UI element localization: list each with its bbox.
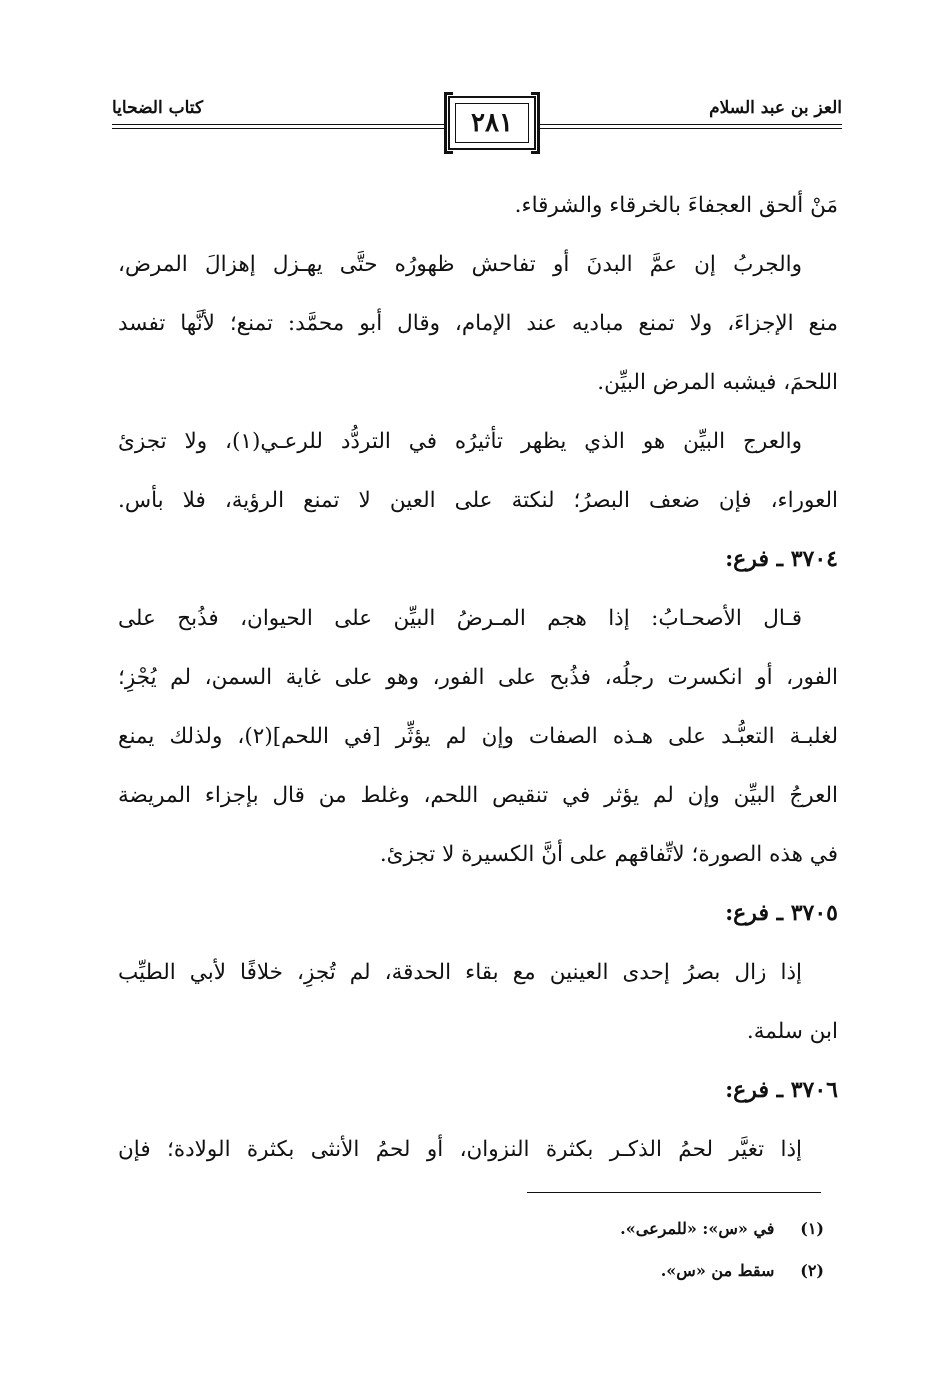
text-line: في هذه الصورة؛ لاتِّفاقهم على أنَّ الكسيرة لا تجزئ. [379, 842, 838, 867]
main-text [118, 176, 838, 1179]
footnote-separator [527, 1192, 821, 1193]
text-line: اللحمَ، فيشبه المرض البيِّن. [597, 370, 838, 395]
footnote-text: سقط من «س». [660, 1261, 775, 1280]
text-line: قـال الأصحـابُ: إذا هجم المـرضُ البيِّن على الحيوان، فذُبح على [118, 606, 802, 631]
text-line: الفور، أو انكسرت رجلُه، فذُبح على الفور، وهو على غاية السمن، لم يُجْزِ؛ [118, 665, 838, 690]
footnote-mark: (١) [800, 1219, 824, 1238]
footnote [324, 1250, 824, 1292]
text-line: إذا تغيَّر لحمُ الذكـر بكثرة النزوان، أو لحمُ الأنثى بكثرة الولادة؛ فإن [118, 1137, 802, 1162]
text-line: العوراء، فإن ضعف البصرُ؛ لنكتة على العين لا تمنع الرؤية، فلا بأس. [118, 488, 838, 513]
text-line: مَنْ ألحق العجفاءَ بالخرقاء والشرقاء. [514, 193, 838, 218]
section-heading: ٣٧٠٥ ـ فرع: [725, 900, 838, 926]
footnote-mark: (٢) [800, 1261, 824, 1280]
running-header [112, 92, 842, 162]
section-heading: ٣٧٠٤ ـ فرع: [725, 546, 838, 572]
section-heading: ٣٧٠٦ ـ فرع: [725, 1077, 838, 1103]
header-author: العز بن عبد السلام [701, 98, 842, 118]
text-line: والجربُ إن عمَّ البدنَ أو تفاحش ظهورُه حتَّى يهـزل إهزالَ المرض، [118, 252, 802, 277]
page-number-frame [444, 92, 540, 154]
text-line: إذا زال بصرُ إحدى العينين مع بقاء الحدقة، لم تُجزِ، خلافًا لأبي الطيِّب [118, 960, 802, 985]
header-book-title: كتاب الضحايا [112, 98, 211, 118]
page-number: ٢٨١ [471, 108, 513, 138]
text-line: العرجُ البيِّن وإن لم يؤثر في تنقيص اللحم، وغلط من قال بإجزاء المريضة [118, 783, 838, 808]
text-line: لغلبـة التعبُّـد على هـذه الصفات وإن لم يؤثِّر [في اللحم](٢)، ولذلك يمنع [118, 724, 838, 749]
footnotes [324, 1208, 824, 1292]
text-line: منع الإجزاءَ، ولا تمنع مباديه عند الإمام، وقال أبو محمَّد: تمنع؛ لأنَّها تفسد [118, 311, 838, 336]
footnote-text: في «س»: «للمرعى». [620, 1219, 775, 1238]
footnote [324, 1208, 824, 1250]
text-line: ابن سلمة. [746, 1019, 838, 1044]
text-line: والعرج البيِّن هو الذي يظهر تأثيرُه في التردُّد للرعـي(١)، ولا تجزئ [118, 429, 802, 454]
